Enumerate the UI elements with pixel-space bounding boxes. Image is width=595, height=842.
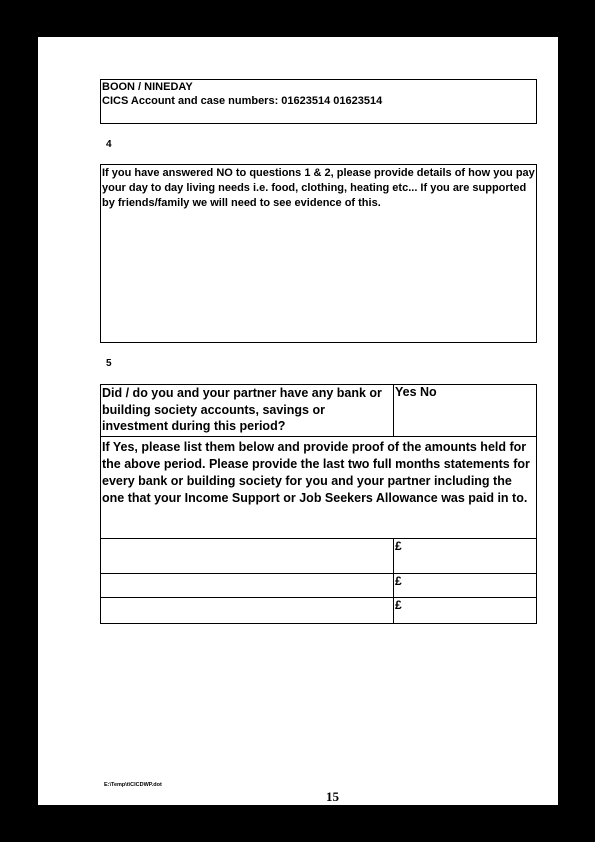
instructions-row: [101, 437, 537, 539]
account-cell[interactable]: [101, 574, 394, 598]
amount-cell[interactable]: £: [394, 598, 537, 624]
question-4-number: 4: [106, 139, 112, 150]
yes-no-answer[interactable]: Yes No: [394, 385, 537, 437]
table-row: [101, 598, 537, 624]
question-5-number: 5: [106, 358, 112, 369]
question-5-text: Did / do you and your partner have any bank or building society accounts, savings or investment during this period?: [101, 385, 394, 437]
question-5-row: [101, 385, 537, 437]
amount-cell[interactable]: £: [394, 539, 537, 574]
case-header-box: [100, 79, 537, 124]
question-5-instructions: If Yes, please list them below and provide proof of the amounts held for the above period. Please provide the last two full months statements for every bank or building society for you and your partner including the one that your Income Support or Job Seekers Allowance was paid in to.: [101, 437, 537, 539]
question-4-box: [100, 164, 537, 343]
claimant-names: BOON / NINEDAY: [102, 81, 193, 93]
question-5-table: [100, 384, 537, 624]
question-4-text: If you have answered NO to questions 1 & 2, please provide details of how you pay your day to day living needs i.e. food, clothing, heating etc... If you are supported by friends/family we will need to see evidence of this.: [102, 167, 535, 209]
account-cell[interactable]: [101, 539, 394, 574]
document-page: [38, 37, 558, 805]
table-row: [101, 574, 537, 598]
page-number: 15: [326, 789, 339, 804]
footer-file-path: E:\Temp\t\CICDWP.dot: [104, 782, 162, 788]
account-cell[interactable]: [101, 598, 394, 624]
account-case-numbers: CICS Account and case numbers: 01623514 01623514: [102, 95, 383, 107]
amount-cell[interactable]: £: [394, 574, 537, 598]
table-row: [101, 539, 537, 574]
